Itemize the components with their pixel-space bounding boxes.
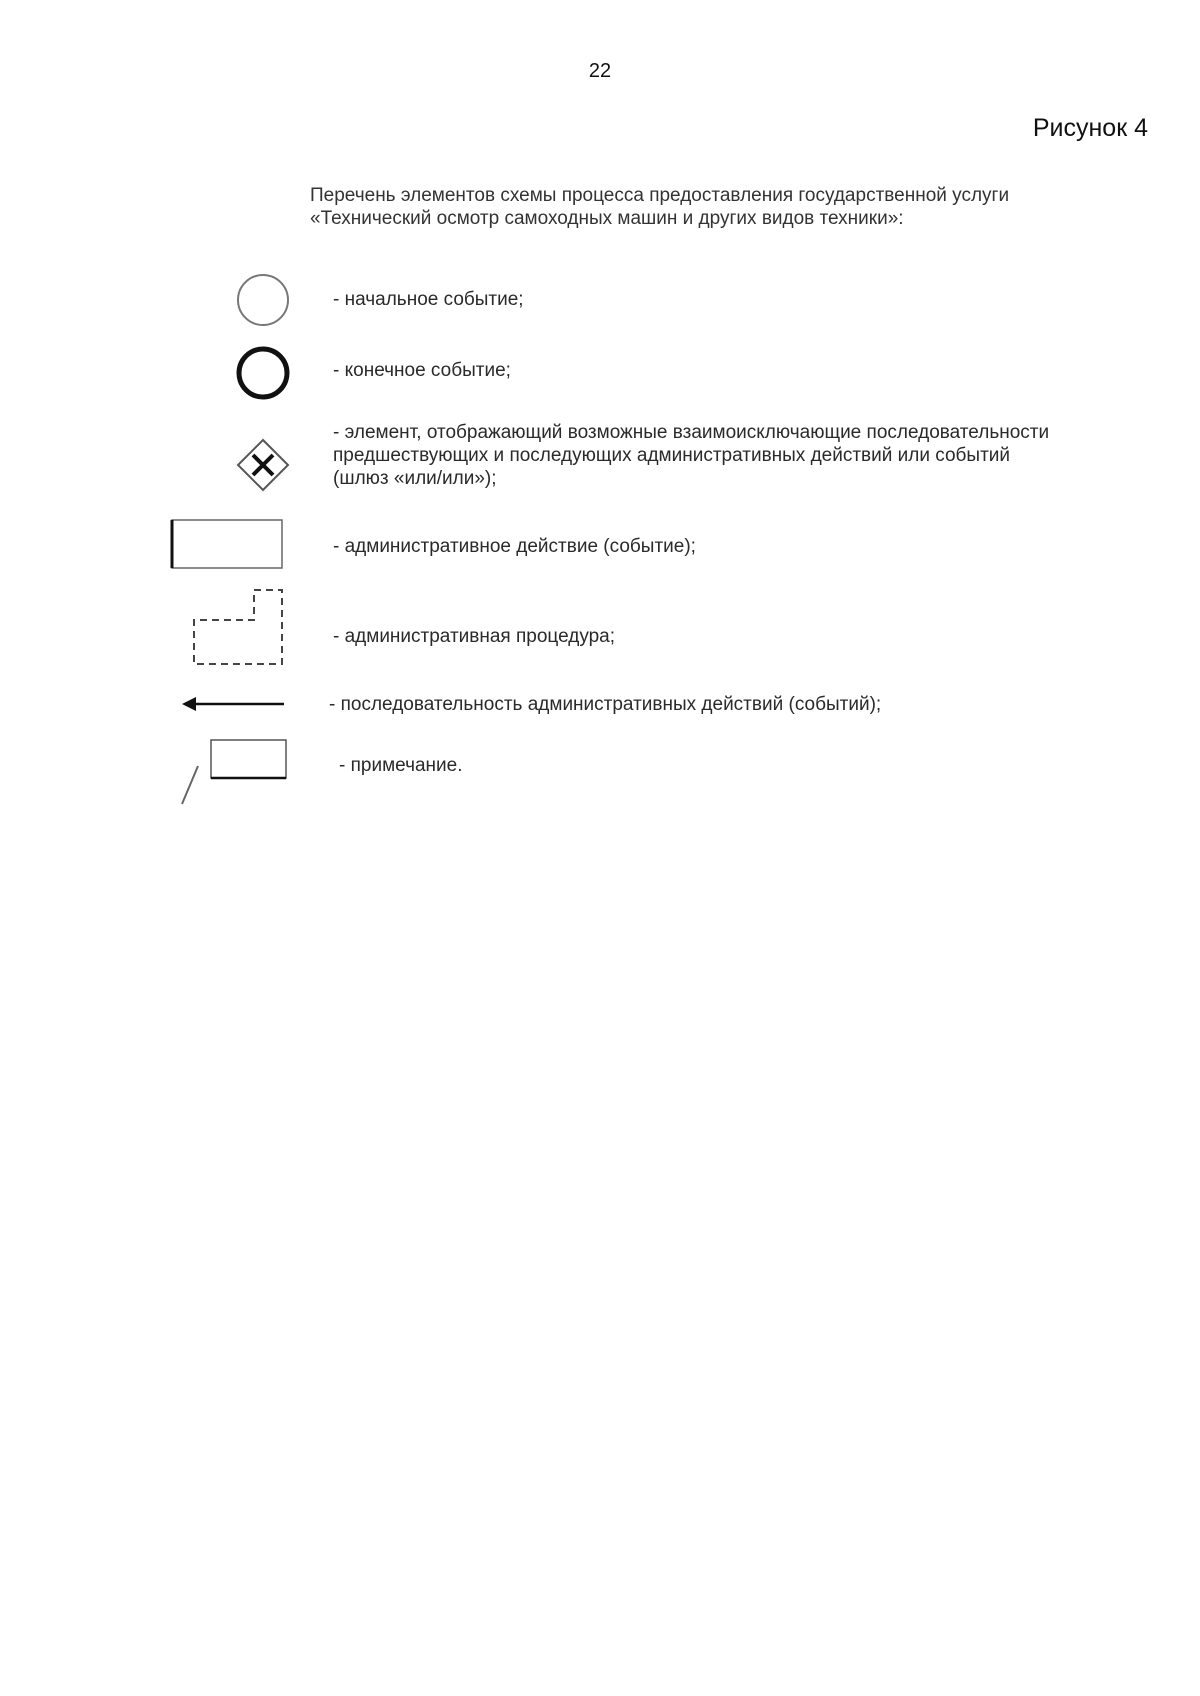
admin-procedure-label: - административная процедура; [333,626,616,647]
intro-line-2: «Технический осмотр самоходных машин и других видов техники»: [310,208,904,229]
admin-action-icon [170,518,286,572]
figure-label: Рисунок 4 [1032,114,1148,142]
intro-line-1: Перечень элементов схемы процесса предоставления государственной услуги [310,185,1010,206]
annotation-icon [178,738,290,808]
start-event-icon [235,272,291,328]
legend-intro [310,184,1130,230]
exclusive-gateway-icon [235,437,291,493]
page-number: 22 [588,60,612,82]
start-event-label: - начальное событие; [333,289,524,310]
end-event-label: - конечное событие; [333,360,511,381]
admin-procedure-icon [190,588,286,668]
sequence-flow-arrow-icon [180,692,286,716]
annotation-label: - примечание. [339,755,463,776]
gateway-label-line-2: предшествующих и последующих административных действий или событий [333,445,1010,466]
gateway-label [333,421,1049,490]
end-event-icon [235,345,291,401]
gateway-label-line-1: - элемент, отображающий возможные взаимоисключающие последовательности [333,422,1050,443]
admin-action-label: - административное действие (событие); [333,536,696,557]
sequence-flow-label: - последовательность административных действий (событий); [329,694,882,715]
gateway-label-line-3: (шлюз «или/или»); [333,468,497,489]
